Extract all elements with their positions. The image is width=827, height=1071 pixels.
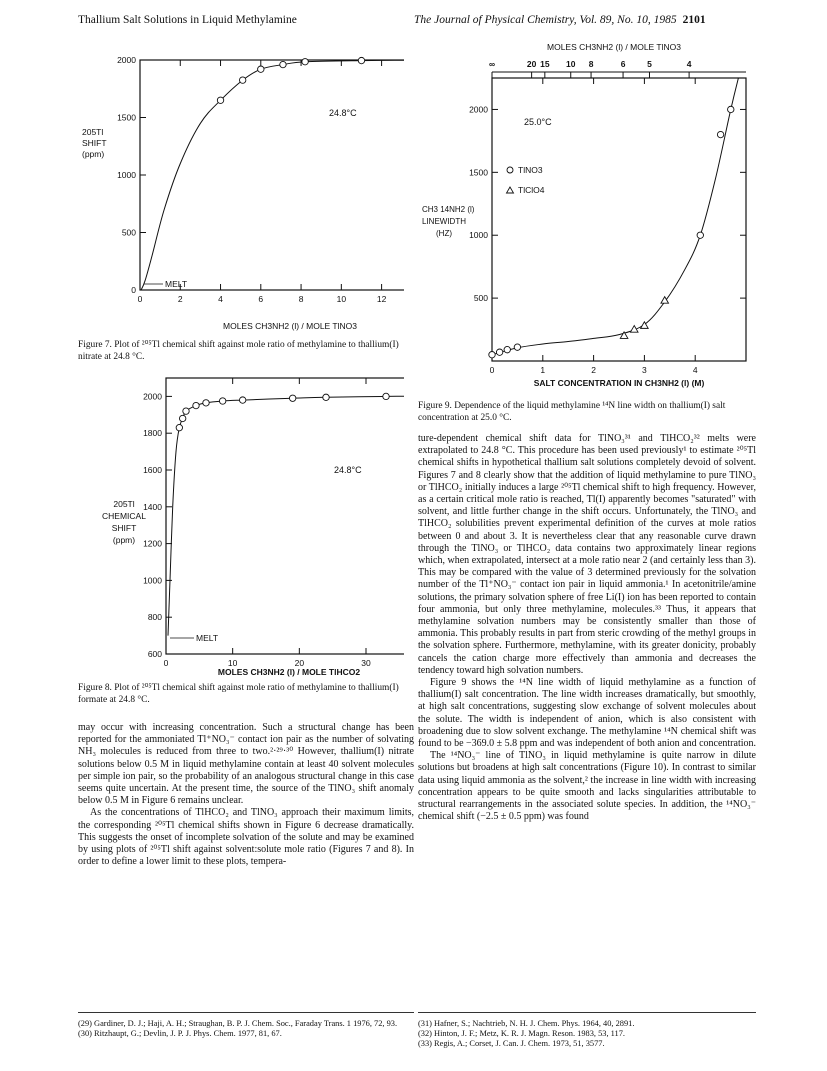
body-text-left-column (78, 722, 414, 868)
figure-9-caption: Figure 9. Dependence of the liquid methylamine ¹⁴N line width on thallium(I) salt concentration at 25.0 °C. (418, 401, 726, 423)
y-tick-label: 1400 (143, 501, 162, 512)
y-axis-label-line3: (HZ) (436, 229, 452, 238)
x-axis-label: SALT CONCENTRATION IN CH3NH2 (l) (M) (533, 378, 705, 388)
melt-label: MELT (196, 633, 219, 643)
references-left (78, 1019, 414, 1039)
x-tick-label: 4 (218, 294, 223, 304)
data-point (258, 66, 264, 72)
melt-label: MELT (165, 279, 188, 289)
x-tick-label: 2 (177, 294, 183, 304)
figure-8-chart (74, 370, 404, 680)
y-tick-label: 2000 (143, 391, 162, 402)
plot-frame (140, 60, 404, 290)
y-tick-label: 1000 (117, 170, 136, 180)
y-axis-label-line1: CH3 14NH2 (l) (422, 205, 475, 214)
data-point (193, 402, 199, 408)
figure-7-caption: Figure 7. Plot of ²⁰⁵Tl chemical shift against mole ratio of methylamine to thallium(I) nitrate at 24.8 °C. (78, 340, 399, 362)
y-tick-label: 1600 (143, 465, 162, 475)
y-tick-label: 500 (473, 293, 488, 304)
top-tick-label: 8 (588, 59, 594, 69)
x-tick-label: 0 (489, 365, 495, 375)
x-tick-label: 2 (591, 365, 596, 375)
legend-triangle-marker (507, 187, 514, 193)
y-tick-label: 1500 (117, 112, 136, 123)
y-axis-label-line2: LINEWIDTH (422, 217, 466, 226)
data-point-tlno3 (697, 232, 703, 238)
paragraph: The ¹⁴NO₃⁻ line of TlNO₃ in liquid methylamine is quite narrow in dilute solutions but broadens at high salt concentrations (Figure 10). In contrast to similar data using liquid ammonia as the solvent,² the increase in line width with increasing concentration appears to be quite smooth and lacks singularities attributable to structural rearrangements in the associated solute species. In addition, the ¹⁴NO₃⁻ chemical shift (−2.5 ± 0.5 ppm) was found (418, 750, 756, 823)
running-header-journal (414, 14, 706, 26)
y-axis-label-line1: 205Tl (82, 127, 104, 137)
y-tick-label: 1500 (469, 167, 488, 178)
paragraph: Figure 9 shows the ¹⁴N line width of liquid methylamine as a function of thallium(I) salt concentration. The line width increases dramatically, but smoothly, at high salt concentrations, suggesting slow exchange of solvent molecules about the solute. The width is independent of anion, which is also consistent with broadening due to slow solvent exchange. The methylamine ¹⁴N chemical shift was found to be −369.0 ± 5.8 ppm and was independent of both anion and concentration. (418, 677, 756, 750)
top-tick-label: 4 (686, 59, 692, 69)
reference-32: (32) Hinton, J. F.; Metz, K. R. J. Magn. Reson. 1983, 53, 117. (418, 1029, 625, 1039)
x-axis-label: MOLES CH3NH2 (l) / MOLE TlHCO2 (217, 667, 361, 677)
running-header-title: Thallium Salt Solutions in Liquid Methylamine (78, 14, 297, 26)
top-tick-label: 20 (526, 59, 537, 69)
y-tick-label: 500 (121, 227, 136, 238)
y-tick-label: 1000 (469, 230, 488, 241)
y-tick-label: 600 (147, 649, 162, 659)
x-tick-label: 20 (294, 658, 305, 668)
y-axis-label-line4: (ppm) (112, 535, 136, 545)
x-tick-label: 6 (258, 294, 264, 304)
fit-curve (141, 60, 404, 290)
x-tick-label: 1 (540, 365, 546, 375)
y-axis-label-line3: SHIFT (111, 523, 137, 533)
temperature-label: 24.8°C (329, 108, 357, 118)
x-tick-label: 0 (137, 294, 143, 304)
data-point (217, 97, 223, 103)
figure-9-chart (414, 40, 754, 395)
body-text-right-column (418, 433, 756, 824)
x-axis-label: MOLES CH3NH2 (l) / MOLE TlNO3 (223, 321, 357, 331)
data-point (203, 400, 209, 406)
data-point-tlno3 (717, 131, 723, 137)
paragraph: As the concentrations of TlHCO₂ and TlNO₃ approach their maximum limits, the corresponding ²⁰⁵Tl chemical shifts shown in Figure 6 decrease dramatically. This suggests the onset of incomplete solvation of the solute and may be examined by using plots of ²⁰⁵Tl shift against solvent:solute mole ratio (Figures 7 and 8). In order to define a lower limit to these plots, tempera- (78, 807, 414, 868)
x-tick-label: 0 (163, 658, 169, 668)
data-point-tlno3 (728, 106, 734, 112)
data-point (179, 415, 185, 421)
top-tick-label: 6 (620, 59, 626, 69)
figure-7-chart (74, 52, 404, 342)
page-number: 2101 (682, 14, 706, 26)
y-tick-label: 1200 (143, 538, 162, 549)
footnote-rule (418, 1012, 756, 1013)
paragraph: may occur with increasing concentration. Such a structural change has been reported for the ammoniated Tl⁺NO₃⁻ contact ion pair as the number of solvating NH₃ molecules is reduced from three to two.²·²⁹·³⁰ However, thallium(I) nitrate solutions below 0.5 M in liquid methylamine contain at least 40 solvent molecules per simple ion pair, so the probability of an analogous structural change in this case seems quite uncertain. At the present time, the source of the TlNO₃ shift anomaly below 0.5 M in Figure 6 remains unclear. (78, 722, 414, 807)
data-point (289, 395, 295, 401)
top-tick-label: 15 (540, 59, 550, 69)
data-point (383, 393, 389, 399)
top-tick-label: 5 (647, 59, 652, 69)
data-point (183, 408, 189, 414)
y-tick-label: 2000 (469, 104, 488, 115)
y-tick-label: 1800 (143, 428, 162, 439)
x-tick-label: 30 (361, 658, 371, 668)
legend (507, 165, 545, 195)
reference-33: (33) Regis, A.; Corset, J. Can. J. Chem. 1973, 51, 3577. (418, 1039, 605, 1049)
y-axis-label-line1: 205Tl (113, 499, 135, 509)
temperature-label: 24.8°C (334, 465, 362, 475)
y-axis-label-line2: SHIFT (82, 138, 107, 148)
data-point (280, 61, 286, 67)
data-point (239, 397, 245, 403)
data-point (358, 57, 364, 63)
legend-label-tlclo4: TlClO4 (518, 185, 545, 195)
top-tick-label: 10 (566, 59, 576, 69)
data-point-tlno3 (496, 349, 502, 355)
data-point-tlno3 (504, 346, 510, 352)
data-point (219, 398, 225, 404)
y-axis-label-line2: CHEMICAL (102, 511, 146, 521)
x-tick-label: 10 (336, 294, 347, 304)
y-axis-label-line3: (ppm) (82, 149, 105, 159)
y-tick-label: 800 (147, 612, 162, 623)
references-right (418, 1019, 756, 1050)
top-tick-label: ∞ (488, 59, 496, 69)
data-point (176, 424, 182, 430)
x-tick-label: 4 (692, 365, 698, 375)
paragraph: ture-dependent chemical shift data for TlNO₃³¹ and TlHCO₂³² melts were extrapolated to 24.8 °C. This procedure has been used previously¹ to estimate ²⁰⁵Tl chemical shifts in hypothetical thallium salt solutions completely devoid of solvent. Figures 7 and 8 clearly show that the addition of liquid methylamine to pure TlNO₃ or TlHCO₂ initially induces a large ²⁰⁵Tl chemical shift to high frequency. However, as a certain critical mole ratio is reached, Tl(I) apparently becomes "saturated" with solvent, and little further change in the shift occurs. Unfortunately, the TlNO₃ and TlHCO₂ solubilities prevent experimental definition of the curves at mole ratios between 0 and about 3. It is nevertheless clear that any reasonable curve drawn through the TlNO₃ or TlHCO₂ data contains two approximately linear regions which, when extrapolated, intersect at a mole ratio near 2 (and certainly less than 3). This may be compared with the value of 3 determined previously for the solvation number of the Tl⁺NO₃⁻ contact ion pair in liquid ammonia.¹ In acetonitrile/amine solutions, the primary solvation sphere of free Li(I) ion has been reported to contain four ammonia, but only three methylamine, molecules.³³ Thus, it appears that methylamine solvation numbers may be consistently smaller than those of ammonia. This probably results in part from steric crowding of the methyl groups in the solvation sphere. Furthermore, methylamine, with its greater donicity, probably cancels the cation charge more effectively than ammonia and decreases the tendency toward high solvation numbers. (418, 433, 756, 676)
legend-circle-marker (507, 167, 513, 173)
top-axis-label: MOLES CH3NH2 (l) / MOLE TlNO3 (547, 42, 681, 52)
journal-citation: The Journal of Physical Chemistry, Vol. 89, No. 10, 1985 (414, 14, 677, 26)
x-tick-label: 10 (227, 658, 238, 668)
x-tick-label: 8 (298, 294, 304, 304)
x-tick-label: 3 (642, 365, 647, 375)
reference-29: (29) Gardiner, D. J.; Haji, A. H.; Straughan, B. P. J. Chem. Soc., Faraday Trans. 1 1976, 72, 93. (78, 1019, 398, 1028)
legend-label-tlno3: TlNO3 (518, 165, 543, 175)
y-tick-label: 2000 (117, 55, 136, 65)
x-tick-label: 12 (376, 294, 387, 304)
footnote-rule (78, 1012, 414, 1013)
reference-31: (31) Hafner, S.; Nachtrieb, N. H. J. Chem. Phys. 1964, 40, 2891. (418, 1019, 635, 1028)
data-point-tlno3 (514, 344, 520, 350)
fit-curve (168, 396, 404, 635)
plot-frame (166, 378, 404, 654)
reference-30: (30) Ritzhaupt, G.; Devlin, J. P. J. Phys. Chem. 1977, 81, 67. (78, 1029, 282, 1039)
figure-8-caption: Figure 8. Plot of ²⁰⁵Tl chemical shift against mole ratio of methylamine to thallium(I) formate at 24.8 °C. (78, 683, 399, 705)
temperature-label: 25.0°C (524, 117, 552, 127)
data-point (302, 59, 308, 65)
data-point (239, 77, 245, 83)
y-tick-label: 0 (131, 285, 136, 295)
data-point (323, 394, 329, 400)
y-tick-label: 1000 (143, 575, 162, 586)
data-point-tlno3 (489, 352, 495, 358)
